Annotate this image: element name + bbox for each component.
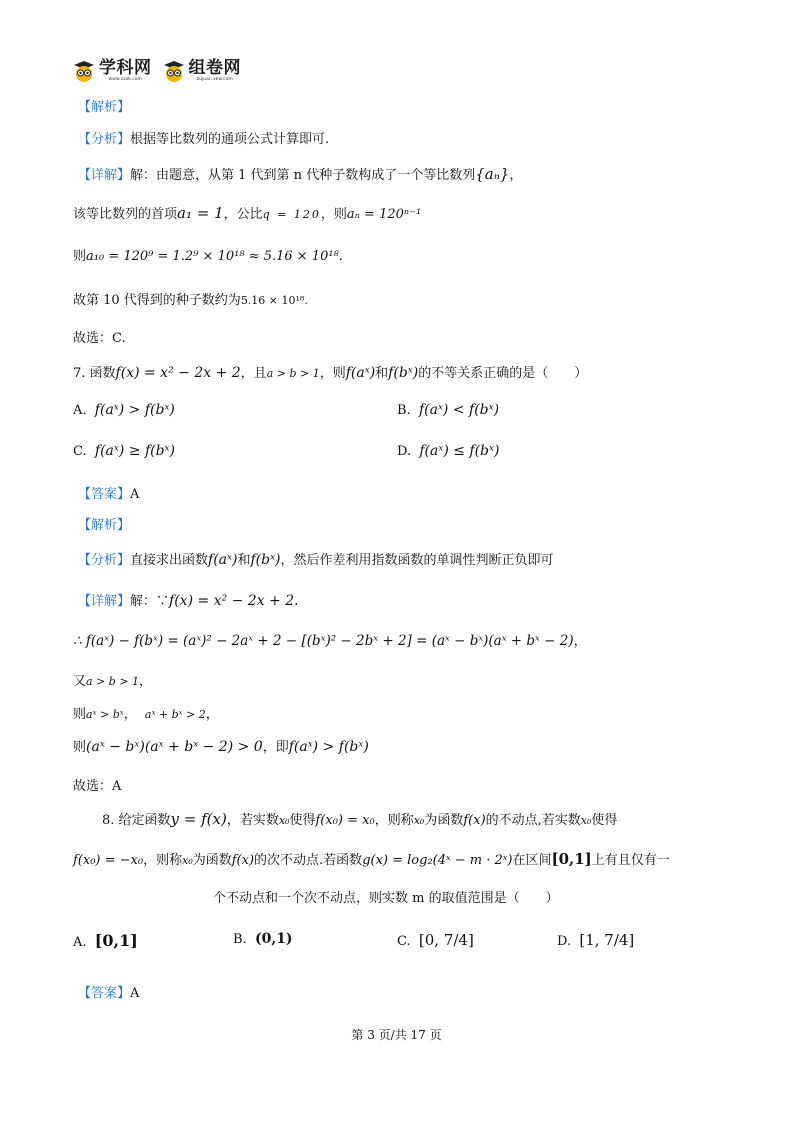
fenxi-text: 根据等比数列的通项公式计算即可. [130, 132, 330, 147]
sum-inequality-math: aˣ + bˣ > 2 [144, 708, 206, 721]
q7-fenxi-line [78, 549, 554, 568]
a10-math: a₁₀ = 120⁹ = 1.2⁹ × 10¹⁸ ≈ 5.16 × 10¹⁸. [86, 249, 343, 264]
daan-tag: 【答案】 [78, 487, 131, 502]
q7-jiexi-tag: 【解析】 [78, 518, 131, 533]
text-segment: 和 [375, 366, 389, 381]
q8-option-b[interactable] [233, 931, 293, 947]
fx-math: f(x) [231, 853, 255, 868]
text-segment: 该等比数列的首项 [73, 207, 178, 222]
text-segment: 的不动点,若实数 [485, 813, 581, 828]
text-segment: 和 [237, 553, 251, 568]
option-math: f(aˣ) > f(bˣ) [94, 402, 175, 418]
logo1-sub: www.zxxk.com [108, 77, 142, 82]
xiangjie-tag: 【详解】 [78, 594, 131, 609]
text-segment: 故第 10 代得到的种子数约为 [73, 293, 241, 308]
fa-math: f(aˣ) [345, 365, 376, 381]
function-math: y = f(x) [170, 810, 227, 828]
product-math: (aˣ − bˣ)(aˣ + bˣ − 2) > 0 [86, 739, 263, 755]
text-segment: 又 [73, 674, 87, 689]
q7-answer-line [78, 483, 139, 502]
text-segment: 则 [73, 707, 87, 722]
text-segment: ，则 [320, 207, 347, 222]
fa-math: f(aˣ) [208, 552, 238, 568]
ratio-math: q = 120 [262, 208, 321, 221]
option-label: D. [557, 934, 572, 949]
option-label: B. [397, 403, 411, 418]
text-segment: 为函数 [424, 813, 464, 828]
first-term-math: a₁ = 1 [177, 204, 224, 222]
option-label: D. [397, 444, 412, 459]
x0-math: x₀ [413, 814, 425, 827]
option-math: [0,1] [94, 931, 138, 950]
q6-xiangjie-line1: 【详解】解：由题意，从第 1 代到第 n 代种子数构成了一个等比数列{aₙ}， [78, 165, 523, 183]
q7-xiangjie-line5 [73, 736, 369, 755]
function-math: f(x) = x² − 2x + 2 [115, 365, 241, 381]
function-math: f(x) = x² − 2x + 2. [169, 593, 299, 609]
condition-math: a > b > 1 [266, 367, 320, 380]
condition-math: a > b > 1 [86, 675, 140, 688]
q8-option-a[interactable] [73, 931, 138, 950]
x0-math: x₀ [580, 814, 592, 827]
text-segment: ， [573, 634, 587, 649]
q8-option-c[interactable] [397, 931, 474, 949]
q8-stem-line3: 个不动点和一个次不动点，则实数 m 的取值范围是（ ） [213, 891, 559, 906]
fenxi-tag: 【分析】 [78, 132, 131, 147]
fx-math: f(x) [463, 813, 486, 828]
xiangjie-text: 解：由题意，从第 1 代到第 n 代种子数构成了一个等比数列 [130, 168, 476, 183]
q7-option-b[interactable] [397, 402, 499, 418]
g-function-math: g(x) = log₂(4ˣ − m · 2ˣ) [362, 853, 513, 868]
fb-math: f(bˣ) [388, 365, 419, 381]
q7-option-c[interactable] [73, 443, 175, 459]
option-label: C. [397, 934, 411, 949]
q8-stem-line2 [73, 849, 670, 868]
option-label: C. [73, 444, 87, 459]
q7-xiangjie-line1 [78, 590, 299, 609]
text-segment: 则 [73, 249, 87, 264]
text-segment: ，则称 [143, 853, 183, 868]
q7-stem [73, 362, 587, 381]
text-segment: ，若实数 [226, 813, 279, 828]
conclusion-math: f(aˣ) > f(bˣ) [288, 739, 369, 755]
logo-zujuanwang[interactable] [162, 60, 242, 82]
text-segment: 在区间 [512, 853, 552, 868]
text-segment: 8. 给定函数 [102, 813, 171, 828]
fixed-point-math: f(x₀) = x₀ [315, 813, 375, 828]
answer-value: A [130, 487, 140, 502]
q7-option-d[interactable] [397, 443, 499, 459]
page-number: 第 3 页/共 17 页 [351, 1028, 442, 1042]
text-segment: 的不等关系正确的是（ ） [418, 366, 588, 381]
header-logos [72, 58, 241, 84]
text-segment: ， [123, 707, 137, 722]
fenxi-tag: 【分析】 [78, 553, 131, 568]
option-math: [0, 7/4] [418, 931, 474, 949]
text-segment: 上有且仅有一 [591, 853, 670, 868]
q8-option-d[interactable] [557, 931, 634, 949]
text-segment: 7. 函数 [73, 366, 116, 381]
text-segment: ， [139, 674, 153, 689]
result-math: 5.16 × 10¹⁸. [240, 294, 308, 307]
text-segment: ，且 [240, 366, 267, 381]
q7-option-a[interactable] [73, 402, 175, 418]
text-segment: 直接求出函数 [130, 553, 209, 568]
option-math: f(aˣ) ≤ f(bˣ) [419, 443, 500, 459]
x0-math: x₀ [278, 814, 290, 827]
q6-line2 [73, 203, 421, 222]
answer-value: A [130, 986, 140, 1001]
option-math: [1, 7/4] [579, 931, 635, 949]
fb-math: f(bˣ) [250, 552, 281, 568]
q7-xiangjie-line2 [73, 630, 587, 649]
q7-xiangjie-line3 [73, 670, 152, 689]
q8-stem-line1 [102, 809, 617, 828]
q7-xiangjie-line4 [73, 703, 219, 722]
logo2-sub: zujuan.xkw.com [196, 77, 233, 82]
text-segment: ，则称 [374, 813, 414, 828]
text-segment: 的次不动点.若函数 [254, 853, 363, 868]
difference-math: ∴ f(aˣ) − f(bˣ) = (aˣ)² − 2aˣ + 2 − [(bˣ)² − 2bˣ + 2] = (aˣ − bˣ)(aˣ + bˣ − 2) [73, 633, 574, 649]
daan-tag: 【答案】 [78, 986, 131, 1001]
q8-answer-line [78, 982, 139, 1001]
q6-jiexi-tag: 【解析】 [78, 100, 131, 115]
q6-line4 [73, 289, 308, 308]
interval-math: [0,1] [551, 850, 592, 868]
text-segment: ，公比 [223, 207, 263, 222]
sequence-notation: {aₙ} [475, 165, 510, 183]
sub-fixed-point-math: f(x₀) = −x₀ [73, 853, 144, 868]
option-label: B. [233, 932, 247, 947]
option-math: f(aˣ) ≥ f(bˣ) [94, 443, 175, 459]
text-segment: ，则 [319, 366, 346, 381]
option-math: (0,1) [254, 931, 293, 947]
logo1-text: 学科网 [99, 58, 152, 78]
q6-line3 [73, 245, 343, 264]
text-segment: 使得 [289, 813, 316, 828]
q7-answer: 故选：A [73, 779, 122, 794]
text-segment: 解：∵ [130, 594, 170, 609]
owl-mascot-icon [72, 60, 96, 82]
option-label: A. [73, 935, 87, 950]
text-segment: ，然后作差利用指数函数的单调性判断正负即可 [280, 553, 554, 568]
option-math: f(aˣ) < f(bˣ) [418, 402, 500, 418]
q6-fenxi-line [78, 128, 329, 147]
text-segment: 则 [73, 740, 87, 755]
q6-answer: 故选：C. [73, 331, 126, 346]
option-label: A. [73, 403, 87, 418]
owl-mascot-icon [162, 60, 186, 82]
logo-xuekewang[interactable] [72, 60, 152, 82]
x0-math: x₀ [182, 854, 193, 867]
text-segment: 使得 [591, 813, 618, 828]
inequality-math: aˣ > bˣ [86, 708, 124, 721]
logo2-text: 组卷网 [188, 58, 241, 78]
text-segment: ，即 [262, 740, 289, 755]
text-segment: 为函数 [192, 853, 232, 868]
text-segment: ， [205, 707, 219, 722]
xiangjie-tag: 【详解】 [78, 168, 131, 183]
general-term-math: aₙ = 120ⁿ⁻¹ [346, 207, 422, 222]
